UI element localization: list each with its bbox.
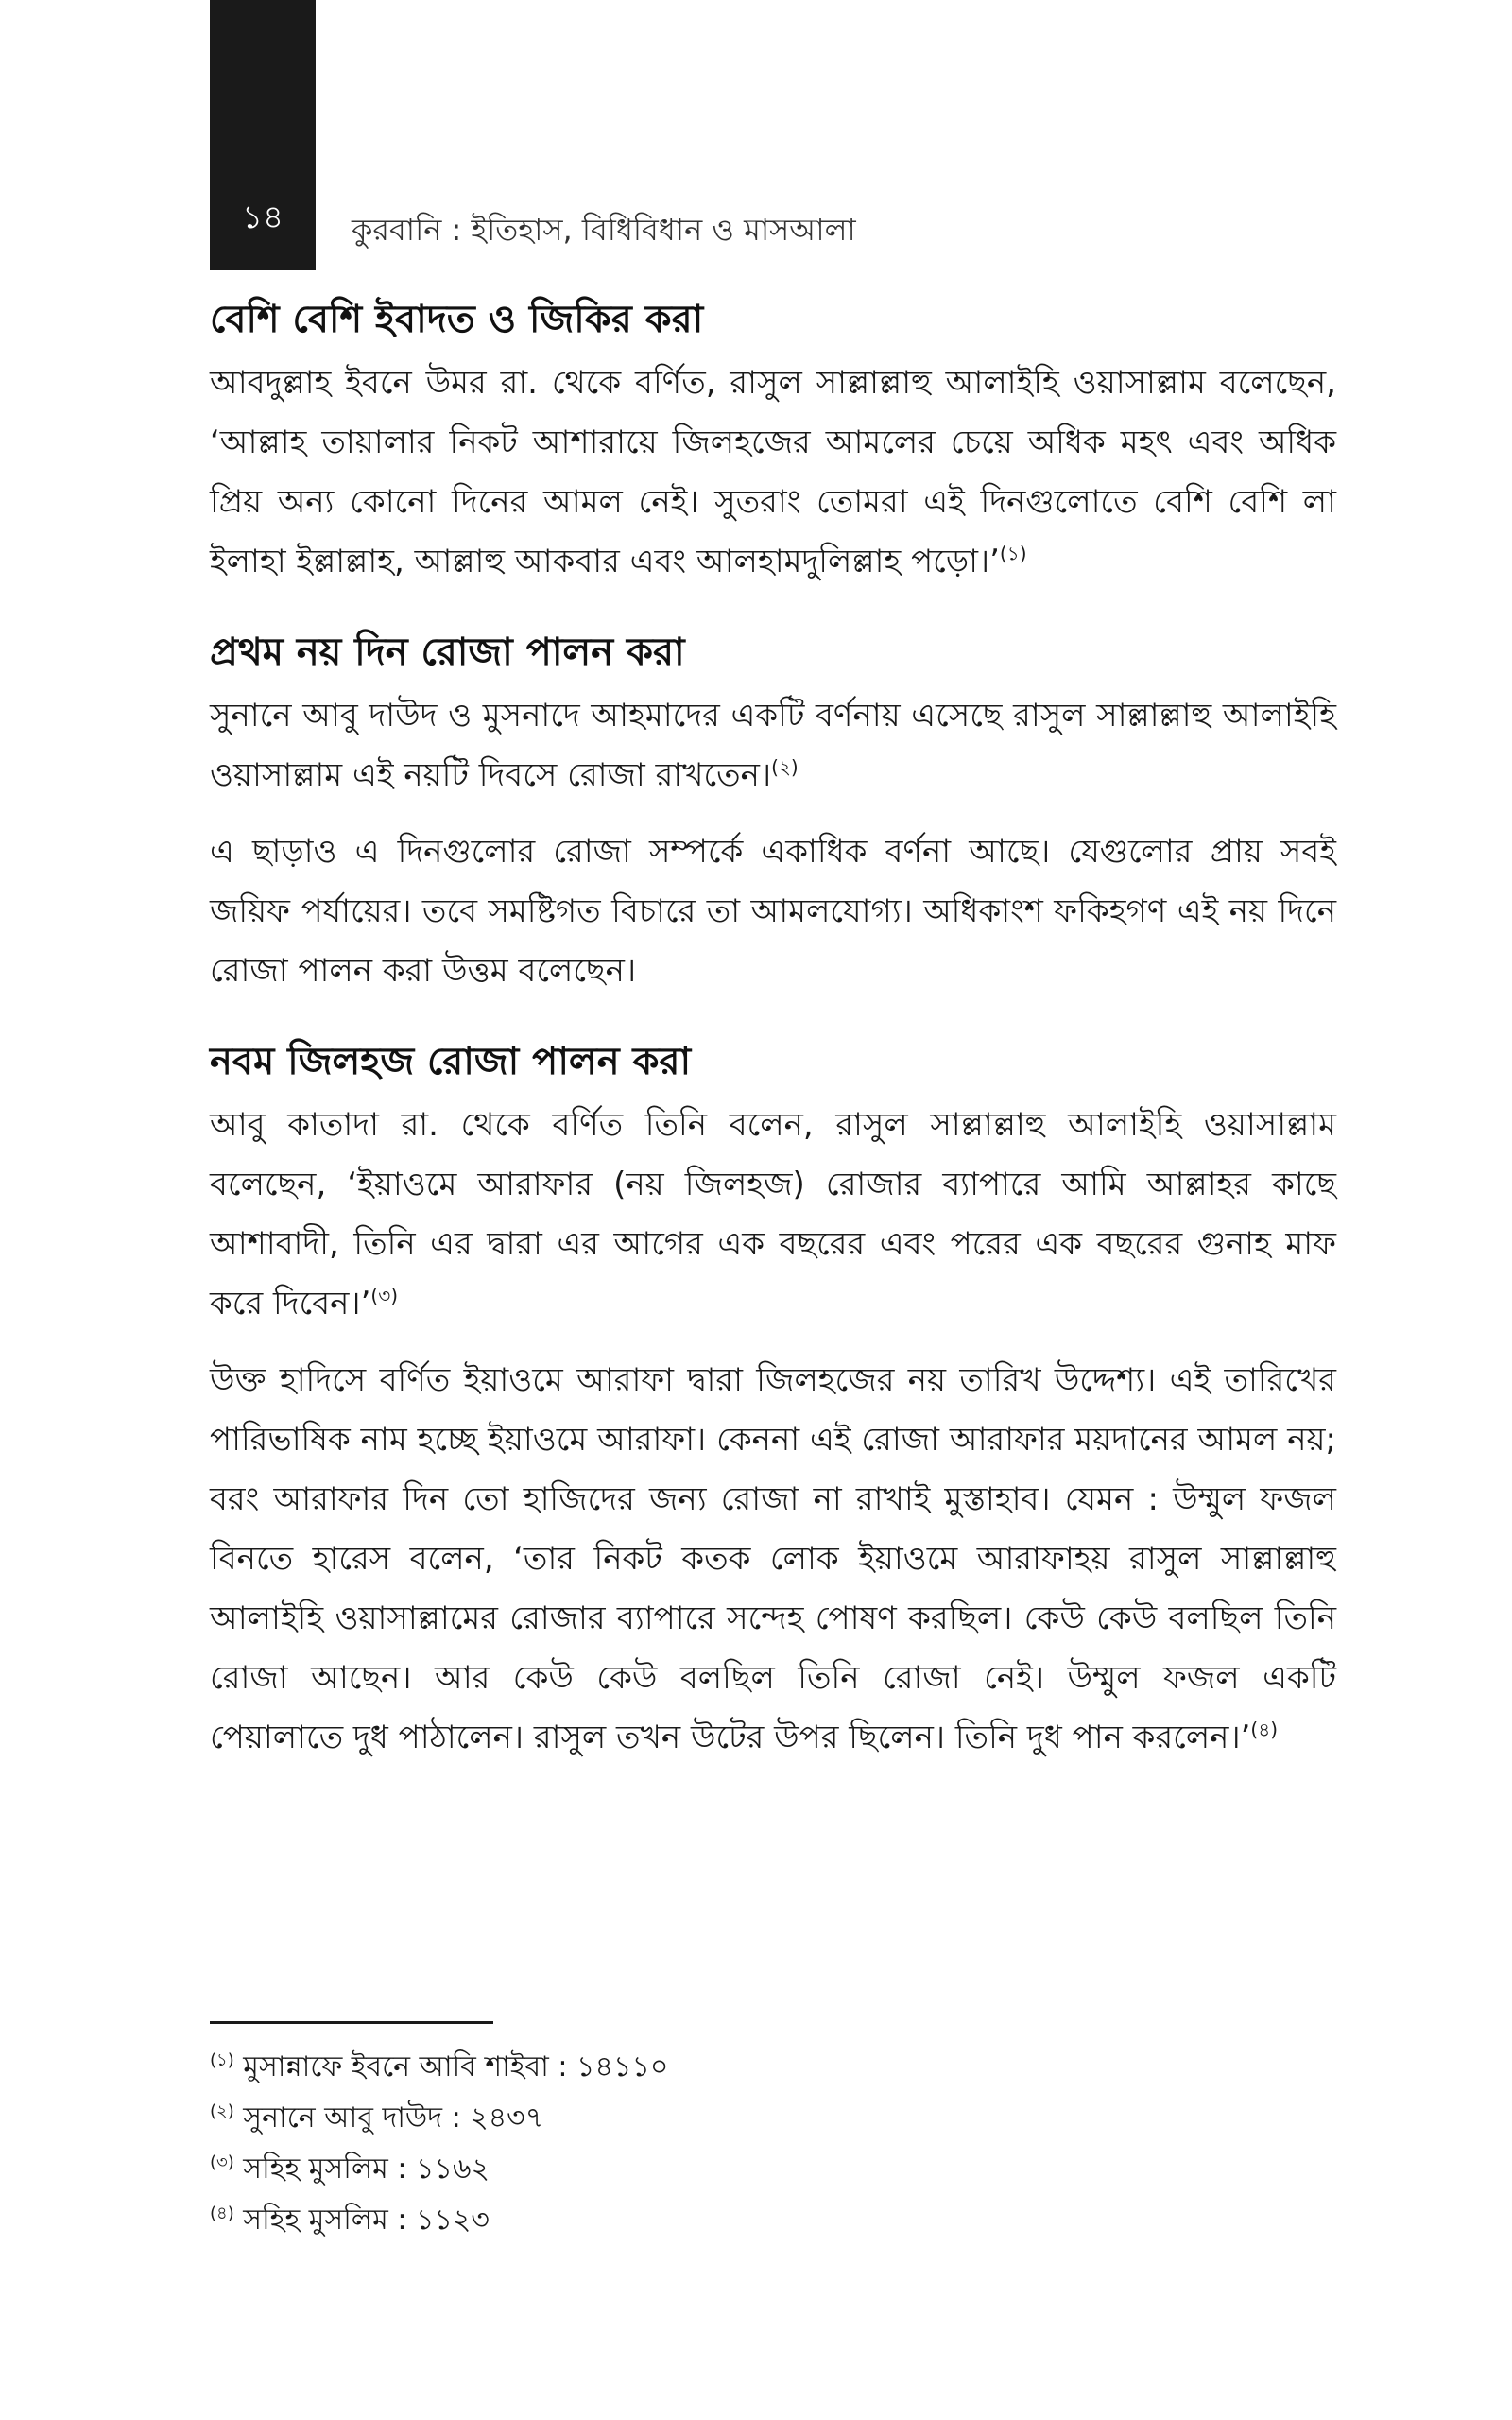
footnote-mark: (৩) [210,2152,234,2172]
section-first-nine-days-fasting [210,626,1336,1001]
paragraph-text: উক্ত হাদিসে বর্ণিত ইয়াওমে আরাফা দ্বারা জিলহজের নয় তারিখ উদ্দেশ্য। এই তারিখের পারিভাষিক নাম হচ্ছে ইয়াওমে আরাফা। কেননা এই রোজা আরাফার ময়দানের আমল নয়; বরং আরাফার দিন তো হাজিদের জন্য রোজা না রাখাই মুস্তাহাব। যেমন : উম্মুল ফজল বিনতে হারেস বলেন, ‘তার নিকট কতক লোক ইয়াওমে আরাফাহয় রাসুল সাল্লাল্লাহু আলাইহি ওয়াসাল্লামের রোজার ব্যাপারে সন্দেহ পোষণ করছিল। কেউ কেউ বলছিল তিনি রোজা আছেন। আর কেউ কেউ বলছিল তিনি রোজা নেই। উম্মুল ফজল একটি পেয়ালাতে দুধ পাঠালেন। রাসুল তখন উটের উপর ছিলেন। তিনি দুধ পান করলেন।’ [210,1361,1336,1756]
section-ibadat-zikr [210,293,1336,592]
main-content [210,293,1336,1768]
page-number-tab [210,0,316,270]
footnote-text: সুনানে আবু দাউদ : ২৪৩৭ [243,2101,544,2135]
footnote-reference[interactable]: (৪) [1250,1718,1279,1741]
footnote-text: মুসান্নাফে ইবনে আবি শাইবা : ১৪১১০ [243,2050,669,2083]
footnote-mark: (২) [210,2101,234,2121]
footnote-reference[interactable]: (৩) [370,1284,399,1307]
footnote-item [210,2093,1336,2144]
footnote-text: সহিহ মুসলিম : ১১২৩ [243,2204,490,2237]
footnote-mark: (৪) [210,2204,234,2223]
footnote-mark: (১) [210,2050,234,2070]
footnote-reference[interactable]: (১) [999,542,1027,565]
footnote-text: সহিহ মুসলিম : ১১৬২ [243,2152,490,2186]
footnote-divider [210,2021,493,2024]
paragraph [210,822,1336,1001]
paragraph-text: আবু কাতাদা রা. থেকে বর্ণিত তিনি বলেন, রাসুল সাল্লাল্লাহু আলাইহি ওয়াসাল্লাম বলেছেন, ‘ইয়াওমে আরাফার (নয় জিলহজ) রোজার ব্যাপারে আমি আল্লাহর কাছে আশাবাদী, তিনি এর দ্বারা এর আগের এক বছরের এবং পরের এক বছরের গুনাহ মাফ করে দিবেন।’ [210,1106,1336,1322]
paragraph [210,1351,1336,1768]
section-heading: প্রথম নয় দিন রোজা পালন করা [210,631,685,674]
section-heading: বেশি বেশি ইবাদত ও জিকির করা [210,298,704,341]
paragraph [210,1096,1336,1334]
footnote-item [210,2042,1336,2093]
paragraph [210,354,1336,592]
footnote-reference[interactable]: (২) [771,755,799,779]
paragraph-text: এ ছাড়াও এ দিনগুলোর রোজা সম্পর্কে একাধিক বর্ণনা আছে। যেগুলোর প্রায় সবই জয়িফ পর্যায়ের। তবে সমষ্টিগত বিচারে তা আমলযোগ্য। অধিকাংশ ফকিহগণ এই নয় দিনে রোজা পালন করা উত্তম বলেছেন। [210,833,1336,990]
paragraph [210,686,1336,805]
page-number: ১৪ [241,199,284,236]
footnote-item [210,2144,1336,2195]
footnote-item [210,2195,1336,2246]
section-heading: নবম জিলহজ রোজা পালন করা [210,1040,692,1083]
footnotes [210,2042,1336,2246]
running-title: কুরবানি : ইতিহাস, বিধিবিধান ও মাসআলা [352,212,856,248]
paragraph-text: আবদুল্লাহ ইবনে উমর রা. থেকে বর্ণিত, রাসুল সাল্লাল্লাহু আলাইহি ওয়াসাল্লাম বলেছেন, ‘আল্লাহ তায়ালার নিকট আশারায়ে জিলহজের আমলের চেয়ে অধিক মহৎ এবং অধিক প্রিয় অন্য কোনো দিনের আমল নেই। সুতরাং তোমরা এই দিনগুলোতে বেশি বেশি লা ইলাহা ইল্লাল্লাহ, আল্লাহু আকবার এবং আলহামদুলিল্লাহ পড়ো।’ [210,364,1336,580]
section-ninth-dhulhijjah-fasting [210,1035,1336,1768]
paragraph-text: সুনানে আবু দাউদ ও মুসনাদে আহমাদের একটি বর্ণনায় এসেছে রাসুল সাল্লাল্লাহু আলাইহি ওয়াসাল্লাম এই নয়টি দিবসে রোজা রাখতেন। [210,697,1336,794]
